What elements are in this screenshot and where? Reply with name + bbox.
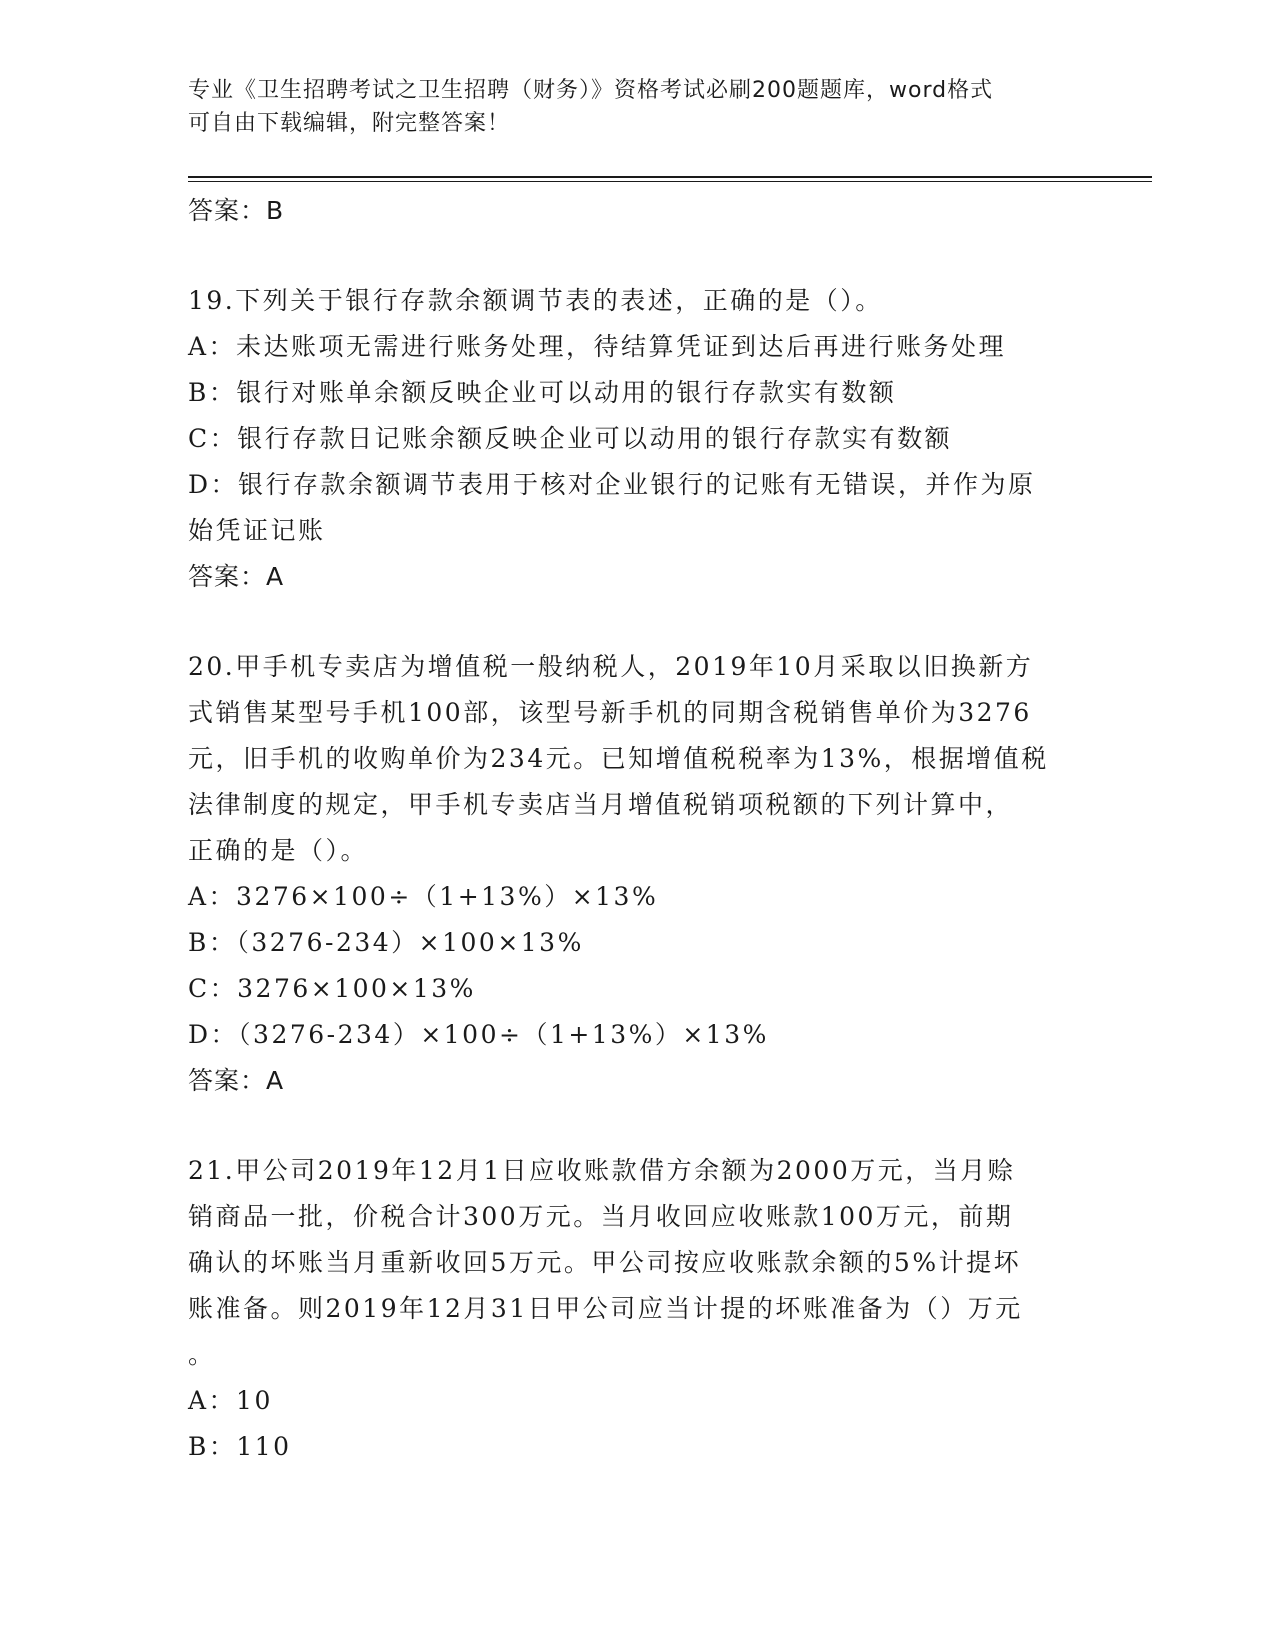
option-b: B：（3276-234）×100×13% (188, 928, 584, 957)
option-b: B：银行对账单余额反映企业可以动用的银行存款实有数额 (188, 378, 897, 407)
option-b: B：110 (188, 1432, 292, 1461)
question-stem-line: 20.甲手机专卖店为增值税一般纳税人，2019年10月采取以旧换新方 (188, 652, 1034, 681)
page-header (188, 74, 1068, 140)
question-19 (188, 278, 1088, 600)
spacer (188, 1104, 1088, 1148)
spacer (188, 234, 1088, 278)
question-stem-line: 确认的坏账当月重新收回5万元。甲公司按应收账款余额的5%计提坏 (188, 1248, 1022, 1277)
option-d-continued: 始凭证记账 (188, 516, 326, 545)
question-stem-line: 法律制度的规定，甲手机专卖店当月增值税销项税额的下列计算中， (188, 790, 1014, 819)
question-21 (188, 1148, 1088, 1470)
option-a: A：3276×100÷（1+13%）×13% (188, 882, 659, 911)
question-stem-line: 账准备。则2019年12月31日甲公司应当计提的坏账准备为（）万元 (188, 1294, 1023, 1323)
header-line-1: 专业《卫生招聘考试之卫生招聘（财务）》资格考试必刷200题题库，word格式 (188, 78, 994, 103)
previous-answer: 答案：B (188, 196, 285, 225)
question-stem-line: 21.甲公司2019年12月1日应收账款借方余额为2000万元，当月赊 (188, 1156, 1016, 1185)
question-answer: 答案：A (188, 562, 285, 591)
question-stem-line: 式销售某型号手机100部，该型号新手机的同期含税销售单价为3276 (188, 698, 1032, 727)
question-stem-line: 19.下列关于银行存款余额调节表的表述，正确的是（）。 (188, 286, 883, 315)
question-20 (188, 644, 1088, 1104)
option-c: C：3276×100×13% (188, 974, 476, 1003)
option-d: D：银行存款余额调节表用于核对企业银行的记账有无错误，并作为原 (188, 470, 1036, 499)
question-stem-line: 正确的是（）。 (188, 836, 369, 865)
header-rule-thin (188, 181, 1152, 182)
question-stem-line: 元，旧手机的收购单价为234元。已知增值税税率为13%，根据增值税 (188, 744, 1049, 773)
question-stem-line: 。 (188, 1340, 216, 1369)
option-a: A：未达账项无需进行账务处理，待结算凭证到达后再进行账务处理 (188, 332, 1007, 361)
spacer (188, 600, 1088, 644)
document-body (188, 188, 1088, 1470)
option-d: D：（3276-234）×100÷（1+13%）×13% (188, 1020, 769, 1049)
option-c: C：银行存款日记账余额反映企业可以动用的银行存款实有数额 (188, 424, 953, 453)
header-rule-thick (188, 176, 1152, 178)
header-line-2: 可自由下载编辑，附完整答案！ (188, 111, 511, 136)
option-a: A：10 (188, 1386, 273, 1415)
question-stem-line: 销商品一批，价税合计300万元。当月收回应收账款100万元，前期 (188, 1202, 1014, 1231)
question-answer: 答案：A (188, 1066, 285, 1095)
